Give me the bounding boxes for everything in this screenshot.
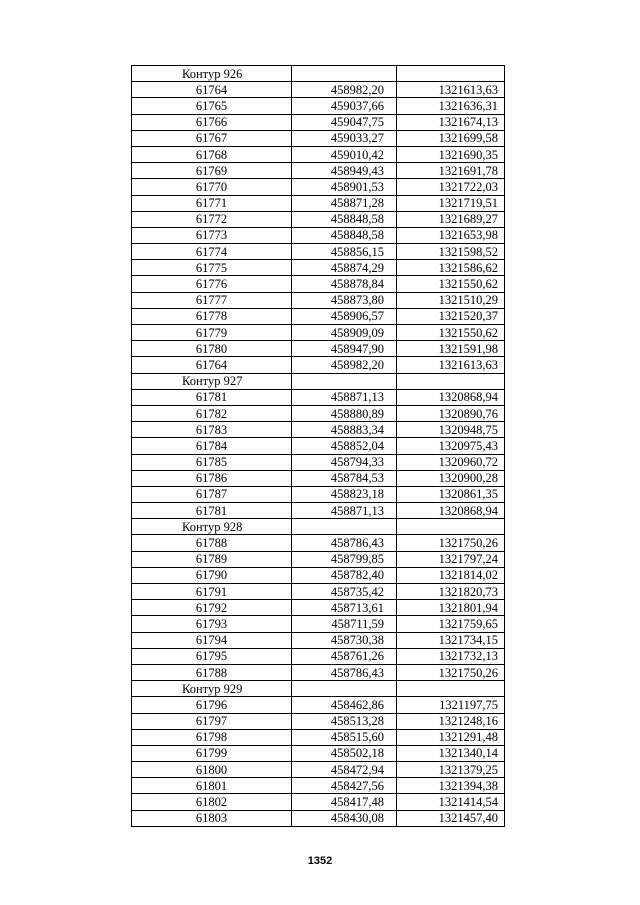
y-coordinate-cell: 1321690,35	[397, 146, 505, 162]
table-row	[132, 146, 505, 162]
point-id-cell: 61795	[132, 648, 292, 664]
point-id-cell: 61764	[132, 82, 292, 98]
y-coordinate-cell: 1321674,13	[397, 114, 505, 130]
point-id-cell: 61772	[132, 211, 292, 227]
point-id-cell: 61783	[132, 422, 292, 438]
table-row	[132, 422, 505, 438]
y-coordinate-cell: 1320868,94	[397, 503, 505, 519]
coordinates-table	[131, 65, 505, 827]
table-row	[132, 227, 505, 243]
point-id-cell: 61800	[132, 762, 292, 778]
point-id-cell: 61773	[132, 227, 292, 243]
empty-cell	[397, 519, 505, 535]
x-coordinate-cell: 458711,59	[292, 616, 397, 632]
x-coordinate-cell: 458982,20	[292, 82, 397, 98]
contour-header-row	[132, 519, 505, 535]
point-id-cell: 61794	[132, 632, 292, 648]
table-row	[132, 794, 505, 810]
x-coordinate-cell: 458782,40	[292, 567, 397, 583]
x-coordinate-cell: 458430,08	[292, 810, 397, 826]
empty-cell	[292, 519, 397, 535]
point-id-cell: 61801	[132, 778, 292, 794]
point-id-cell: 61797	[132, 713, 292, 729]
table-row	[132, 567, 505, 583]
y-coordinate-cell: 1321722,03	[397, 179, 505, 195]
x-coordinate-cell: 458730,38	[292, 632, 397, 648]
table-row	[132, 325, 505, 341]
x-coordinate-cell: 458427,56	[292, 778, 397, 794]
x-coordinate-cell: 458502,18	[292, 745, 397, 761]
y-coordinate-cell: 1321759,65	[397, 616, 505, 632]
point-id-cell: 61798	[132, 729, 292, 745]
point-id-cell: 61788	[132, 535, 292, 551]
point-id-cell: 61778	[132, 308, 292, 324]
y-coordinate-cell: 1320868,94	[397, 389, 505, 405]
point-id-cell: 61792	[132, 600, 292, 616]
x-coordinate-cell: 458735,42	[292, 584, 397, 600]
table-row	[132, 616, 505, 632]
x-coordinate-cell: 458856,15	[292, 244, 397, 260]
y-coordinate-cell: 1321550,62	[397, 276, 505, 292]
x-coordinate-cell: 458871,13	[292, 389, 397, 405]
x-coordinate-cell: 458513,28	[292, 713, 397, 729]
x-coordinate-cell: 458871,28	[292, 195, 397, 211]
table-row	[132, 697, 505, 713]
y-coordinate-cell: 1321719,51	[397, 195, 505, 211]
y-coordinate-cell: 1321291,48	[397, 729, 505, 745]
y-coordinate-cell: 1320861,35	[397, 486, 505, 502]
y-coordinate-cell: 1321457,40	[397, 810, 505, 826]
empty-cell	[292, 681, 397, 697]
table-row	[132, 535, 505, 551]
point-id-cell: 61787	[132, 486, 292, 502]
table-row	[132, 648, 505, 664]
y-coordinate-cell: 1320900,28	[397, 470, 505, 486]
point-id-cell: 61777	[132, 292, 292, 308]
x-coordinate-cell: 458878,84	[292, 276, 397, 292]
contour-header-row	[132, 373, 505, 389]
table-row	[132, 163, 505, 179]
y-coordinate-cell: 1321636,31	[397, 98, 505, 114]
x-coordinate-cell: 458852,04	[292, 438, 397, 454]
empty-cell	[292, 66, 397, 82]
table-row	[132, 713, 505, 729]
table-row	[132, 179, 505, 195]
coordinates-table-body	[132, 66, 505, 827]
x-coordinate-cell: 458462,86	[292, 697, 397, 713]
table-row	[132, 486, 505, 502]
table-row	[132, 308, 505, 324]
x-coordinate-cell: 458871,13	[292, 503, 397, 519]
point-id-cell: 61766	[132, 114, 292, 130]
table-row	[132, 745, 505, 761]
x-coordinate-cell: 458794,33	[292, 454, 397, 470]
y-coordinate-cell: 1320975,43	[397, 438, 505, 454]
y-coordinate-cell: 1321820,73	[397, 584, 505, 600]
x-coordinate-cell: 458417,48	[292, 794, 397, 810]
table-row	[132, 778, 505, 794]
x-coordinate-cell: 458784,53	[292, 470, 397, 486]
y-coordinate-cell: 1321414,54	[397, 794, 505, 810]
y-coordinate-cell: 1321340,14	[397, 745, 505, 761]
contour-label: Контур 927	[132, 373, 292, 389]
x-coordinate-cell: 458472,94	[292, 762, 397, 778]
point-id-cell: 61788	[132, 664, 292, 680]
x-coordinate-cell: 458874,29	[292, 260, 397, 276]
x-coordinate-cell: 459037,66	[292, 98, 397, 114]
table-row	[132, 405, 505, 421]
y-coordinate-cell: 1321801,94	[397, 600, 505, 616]
point-id-cell: 61784	[132, 438, 292, 454]
point-id-cell: 61786	[132, 470, 292, 486]
table-row	[132, 211, 505, 227]
point-id-cell: 61767	[132, 130, 292, 146]
y-coordinate-cell: 1321814,02	[397, 567, 505, 583]
point-id-cell: 61799	[132, 745, 292, 761]
x-coordinate-cell: 458761,26	[292, 648, 397, 664]
table-row	[132, 762, 505, 778]
y-coordinate-cell: 1321520,37	[397, 308, 505, 324]
contour-header-row	[132, 66, 505, 82]
contour-label: Контур 928	[132, 519, 292, 535]
table-row	[132, 551, 505, 567]
y-coordinate-cell: 1321598,52	[397, 244, 505, 260]
point-id-cell: 61768	[132, 146, 292, 162]
point-id-cell: 61782	[132, 405, 292, 421]
y-coordinate-cell: 1321689,27	[397, 211, 505, 227]
point-id-cell: 61791	[132, 584, 292, 600]
empty-cell	[292, 373, 397, 389]
x-coordinate-cell: 458515,60	[292, 729, 397, 745]
table-row	[132, 664, 505, 680]
y-coordinate-cell: 1321691,78	[397, 163, 505, 179]
y-coordinate-cell: 1320960,72	[397, 454, 505, 470]
y-coordinate-cell: 1321613,63	[397, 357, 505, 373]
x-coordinate-cell: 458848,58	[292, 227, 397, 243]
y-coordinate-cell: 1321653,98	[397, 227, 505, 243]
x-coordinate-cell: 458883,34	[292, 422, 397, 438]
table-row	[132, 276, 505, 292]
point-id-cell: 61775	[132, 260, 292, 276]
y-coordinate-cell: 1321197,75	[397, 697, 505, 713]
table-row	[132, 114, 505, 130]
x-coordinate-cell: 459047,75	[292, 114, 397, 130]
y-coordinate-cell: 1320890,76	[397, 405, 505, 421]
y-coordinate-cell: 1320948,75	[397, 422, 505, 438]
point-id-cell: 61769	[132, 163, 292, 179]
table-row	[132, 438, 505, 454]
table-row	[132, 470, 505, 486]
x-coordinate-cell: 458909,09	[292, 325, 397, 341]
page-number: 1352	[307, 855, 333, 867]
x-coordinate-cell: 458713,61	[292, 600, 397, 616]
table-row	[132, 503, 505, 519]
x-coordinate-cell: 458786,43	[292, 535, 397, 551]
point-id-cell: 61789	[132, 551, 292, 567]
y-coordinate-cell: 1321586,62	[397, 260, 505, 276]
y-coordinate-cell: 1321613,63	[397, 82, 505, 98]
table-row	[132, 810, 505, 826]
point-id-cell: 61790	[132, 567, 292, 583]
x-coordinate-cell: 458823,18	[292, 486, 397, 502]
x-coordinate-cell: 458873,80	[292, 292, 397, 308]
point-id-cell: 61765	[132, 98, 292, 114]
x-coordinate-cell: 458848,58	[292, 211, 397, 227]
table-row	[132, 600, 505, 616]
y-coordinate-cell: 1321550,62	[397, 325, 505, 341]
y-coordinate-cell: 1321379,25	[397, 762, 505, 778]
x-coordinate-cell: 458947,90	[292, 341, 397, 357]
table-row	[132, 98, 505, 114]
point-id-cell: 61779	[132, 325, 292, 341]
point-id-cell: 61781	[132, 389, 292, 405]
point-id-cell: 61796	[132, 697, 292, 713]
table-row	[132, 632, 505, 648]
x-coordinate-cell: 458982,20	[292, 357, 397, 373]
x-coordinate-cell: 458901,53	[292, 179, 397, 195]
point-id-cell: 61780	[132, 341, 292, 357]
y-coordinate-cell: 1321734,15	[397, 632, 505, 648]
table-row	[132, 195, 505, 211]
y-coordinate-cell: 1321750,26	[397, 535, 505, 551]
y-coordinate-cell: 1321248,16	[397, 713, 505, 729]
y-coordinate-cell: 1321699,58	[397, 130, 505, 146]
y-coordinate-cell: 1321797,24	[397, 551, 505, 567]
empty-cell	[397, 373, 505, 389]
empty-cell	[397, 681, 505, 697]
point-id-cell: 61770	[132, 179, 292, 195]
point-id-cell: 61803	[132, 810, 292, 826]
table-row	[132, 292, 505, 308]
table-row	[132, 244, 505, 260]
table-row	[132, 260, 505, 276]
x-coordinate-cell: 459033,27	[292, 130, 397, 146]
table-row	[132, 729, 505, 745]
y-coordinate-cell: 1321750,26	[397, 664, 505, 680]
empty-cell	[397, 66, 505, 82]
x-coordinate-cell: 458799,85	[292, 551, 397, 567]
contour-header-row	[132, 681, 505, 697]
contour-label: Контур 926	[132, 66, 292, 82]
point-id-cell: 61771	[132, 195, 292, 211]
table-row	[132, 130, 505, 146]
point-id-cell: 61764	[132, 357, 292, 373]
table-row	[132, 454, 505, 470]
x-coordinate-cell: 458906,57	[292, 308, 397, 324]
table-row	[132, 389, 505, 405]
contour-label: Контур 929	[132, 681, 292, 697]
x-coordinate-cell: 458880,89	[292, 405, 397, 421]
y-coordinate-cell: 1321732,13	[397, 648, 505, 664]
point-id-cell: 61781	[132, 503, 292, 519]
table-row	[132, 584, 505, 600]
y-coordinate-cell: 1321510,29	[397, 292, 505, 308]
table-row	[132, 357, 505, 373]
point-id-cell: 61793	[132, 616, 292, 632]
x-coordinate-cell: 458949,43	[292, 163, 397, 179]
table-row	[132, 341, 505, 357]
y-coordinate-cell: 1321394,38	[397, 778, 505, 794]
y-coordinate-cell: 1321591,98	[397, 341, 505, 357]
point-id-cell: 61774	[132, 244, 292, 260]
x-coordinate-cell: 458786,43	[292, 664, 397, 680]
point-id-cell: 61785	[132, 454, 292, 470]
point-id-cell: 61776	[132, 276, 292, 292]
x-coordinate-cell: 459010,42	[292, 146, 397, 162]
point-id-cell: 61802	[132, 794, 292, 810]
table-row	[132, 82, 505, 98]
